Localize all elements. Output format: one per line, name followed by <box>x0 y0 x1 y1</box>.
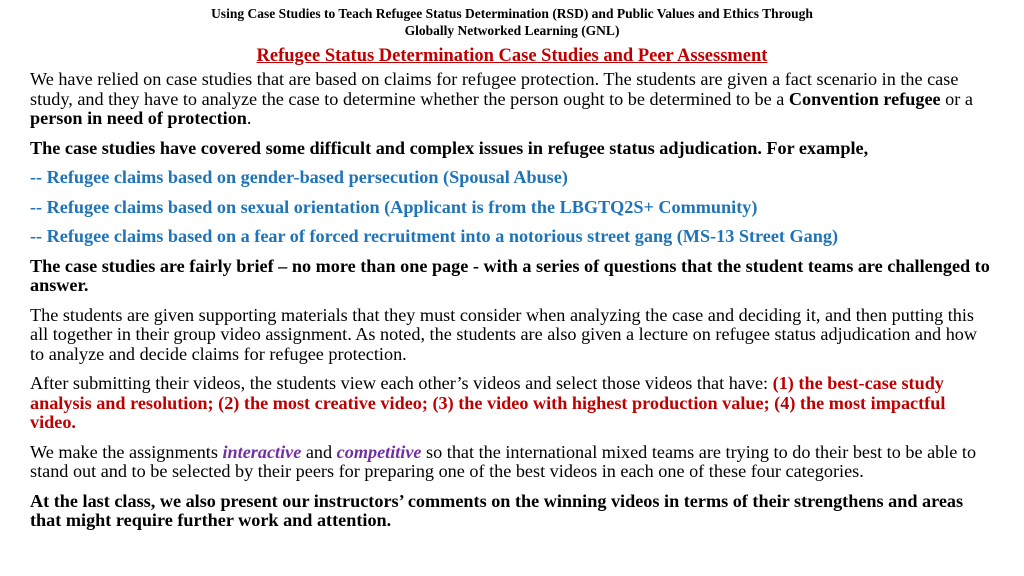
slide-header <box>30 0 994 39</box>
assignments-text-c: so that the international mixed teams are trying to do their best to be able to stand out and to be selected by their peers for preparing one of the best videos in each one of these four categories. <box>30 441 977 481</box>
assignments-text-b: and <box>301 441 337 462</box>
header-line-2: Globally Networked Learning (GNL) <box>404 23 620 38</box>
peer-selection-criteria: (1) the best-case study analysis and resolution; (2) the most creative video; (3) the video with highest production value; (4) the most impactful video. <box>30 373 946 432</box>
slide-title: Refugee Status Determination Case Studies and Peer Assessment <box>256 46 768 66</box>
paragraph-instructor-comments: At the last class, we also present our instructors’ comments on the winning videos in terms of their strengthens and areas that might require further work and attention. <box>30 490 964 530</box>
assignments-text-a: We make the assignments <box>30 441 223 462</box>
intro-bold-convention-refugee: Convention refugee <box>788 88 941 109</box>
intro-text-b: or a <box>940 88 973 109</box>
example-gender-persecution: -- Refugee claims based on gender-based persecution (Spousal Abuse) <box>30 167 568 187</box>
intro-text-a: We have relied on case studies that are based on claims for refugee protection. The students are given a fact scenario in the case study, and they have to analyze the case to determine whether the person ought to be determined to be a <box>30 69 959 109</box>
paragraph-case-studies-intro <box>30 70 994 129</box>
paragraph-peer-selection <box>30 374 994 433</box>
intro-bold-person-in-need: person in need of protection <box>30 108 247 128</box>
paragraph-complex-issues: The case studies have covered some difficult and complex issues in refugee status adjudication. For example, <box>30 137 869 158</box>
word-competitive: competitive <box>336 441 422 462</box>
intro-text-c: . <box>246 108 252 128</box>
paragraph-supporting-materials: The students are given supporting materials that they must consider when analyzing the case and deciding it, and then putting this all together in their group video assignment. As noted, the students are also given a lecture on refugee status adjudication and how to analyze and decide claims for refugee protection. <box>30 304 978 364</box>
example-gang-recruitment: -- Refugee claims based on a fear of forced recruitment into a notorious street gang (MS-13 Street Gang) <box>30 226 839 246</box>
paragraph-interactive-competitive <box>30 443 994 482</box>
word-interactive: interactive <box>222 441 302 462</box>
peer-selection-text: After submitting their videos, the students view each other’s videos and select those videos that have: <box>30 373 773 393</box>
paragraph-brief-case-studies: The case studies are fairly brief – no more than one page - with a series of questions that the student teams are challenged to answer. <box>30 255 990 295</box>
example-sexual-orientation: -- Refugee claims based on sexual orientation (Applicant is from the LBGTQ2S+ Community) <box>30 196 758 217</box>
header-line-1: Using Case Studies to Teach Refugee Status Determination (RSD) and Public Values and Ethics Through <box>211 6 813 21</box>
